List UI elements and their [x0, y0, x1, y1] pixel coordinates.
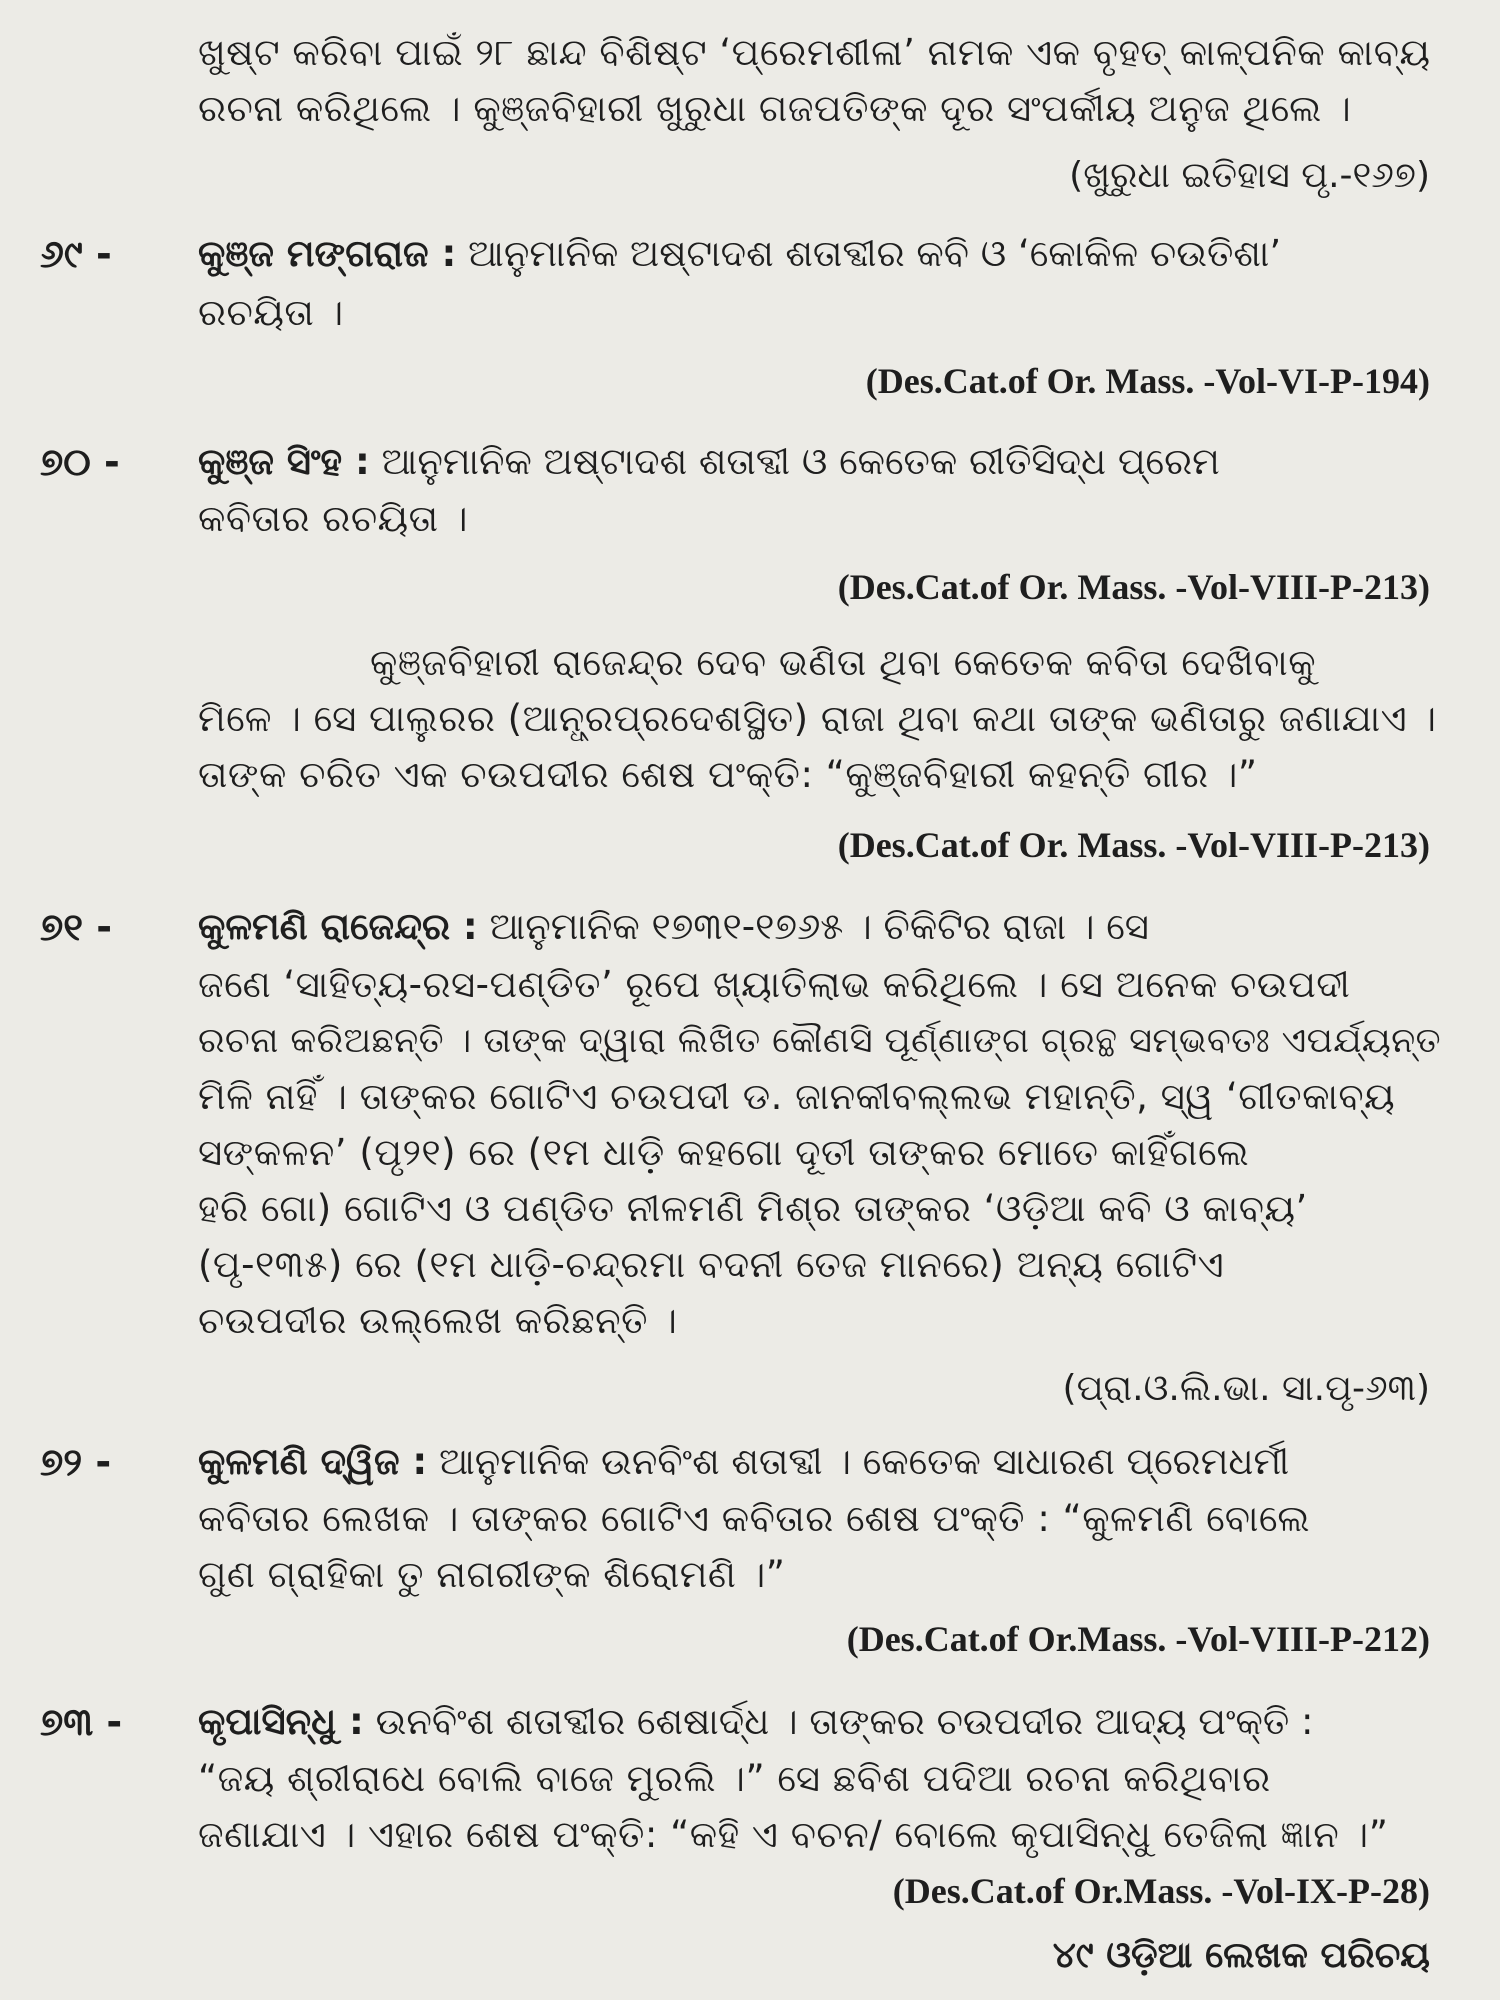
entry-text: ଆନୁମାନିକ ୧୭୩୧-୧୭୬୫ । ଚିକିଟିର ରାଜା । ସେ: [477, 905, 1149, 948]
note-line: ମିଳେ । ସେ ପାଲୁରର (ଆନ୍ଧ୍ରପ୍ରଦେଶସ୍ଥିତ) ରାଜା ଥିବା କଥା ତାଙ୍କ ଭଣିତାରୁ ଜଣାଯାଏ ।: [198, 697, 1437, 740]
note-line: କୁଞ୍ଜବିହାରୀ ରାଜେନ୍ଦ୍ର ଦେବ ଭଣିତା ଥିବା କେତେକ କବିତା ଦେଖିବାକୁ: [370, 641, 1317, 684]
intro-line: ରଚନା କରିଥିଲେ । କୁଞ୍ଜବିହାରୀ ଖୁରୁଧା ଗଜପତିଙ୍କ ଦୂର ସଂପର୍କୀୟ ଅନୁଜ ଥିଲେ ।: [198, 87, 1352, 130]
entry-line: (ପୃ-୧୩୫) ରେ (୧ମ ଧାଡ଼ି-ଚନ୍ଦ୍ରମା ବଦନୀ ତେଜ ମାନରେ) ଅନ୍ୟ ଗୋଟିଏ: [198, 1243, 1225, 1286]
entry-first-line: [198, 440, 1220, 484]
entry-first-line: [198, 1700, 1313, 1744]
citation: (Des.Cat.of Or. Mass. -Vol-VIII-P-213): [837, 567, 1430, 607]
page-footer: ୪୯ ଓଡ଼ିଆ ଲେଖକ ପରିଚୟ: [1052, 1935, 1430, 1976]
entry-line: ଜଣାଯାଏ । ଏହାର ଶେଷ ପଂକ୍ତି: “କହି ଏ ବଚନ/ ବୋଲେ କୃପାସିନ୍ଧୁ ତେଜିଲା ଜ୍ଞାନ ।”: [198, 1813, 1389, 1856]
entry-number: ୭୨ -: [40, 1440, 112, 1484]
entry-name: କୁଳମଣି ଦ୍ୱିଜ :: [198, 1440, 428, 1483]
entry-line: “ଜୟ ଶ୍ରୀରାଧେ ବୋଲି ବାଜେ ମୁରଲି ।” ସେ ଛବିଶ ପଦିଆ ରଚନା କରିଥିବାର: [198, 1757, 1271, 1800]
entry-name: କୃପାସିନ୍ଧୁ :: [198, 1700, 364, 1743]
entry-number: ୭୧ -: [40, 905, 113, 949]
entry-number: ୬୯ -: [40, 232, 112, 276]
intro-line: ଖୁଷ୍ଟ କରିବା ପାଇଁ ୨୮ ଛାନ୍ଦ ବିଶିଷ୍ଟ ‘ପ୍ରେମଶୀଳା’ ନାମକ ଏକ ବୃହତ୍ କାଳ୍ପନିକ କାବ୍ୟ: [198, 31, 1431, 74]
entry-number: ୭୦ -: [40, 440, 120, 484]
citation: (Des.Cat.of Or. Mass. -Vol-VI-P-194): [865, 361, 1430, 401]
note-line: ତାଙ୍କ ଚରିତ ଏକ ଚଉପଦୀର ଶେଷ ପଂକ୍ତି: “କୁଞ୍ଜବିହାରୀ କହନ୍ତି ଗୀର ।”: [198, 753, 1258, 796]
entry-first-line: [198, 232, 1281, 276]
citation: (Des.Cat.of Or. Mass. -Vol-VIII-P-213): [837, 825, 1430, 865]
entry-text: ଆନୁମାନିକ ଅଷ୍ଟାଦଶ ଶତାବ୍ଦୀର କବି ଓ ‘କୋକିଳ ଚଉତିଶା’: [456, 232, 1282, 275]
citation: (ଖୁରୁଧା ଇତିହାସ ପୃ.-୧୬୭): [1069, 155, 1430, 196]
citation: (ପ୍ରା.ଓ.ଲି.ଭା. ସା.ପୃ-୬୩): [1062, 1368, 1430, 1409]
entry-text: ଉନବିଂଶ ଶତାବ୍ଦୀର ଶେଷାର୍ଦ୍ଧ । ତାଙ୍କର ଚଉପଦୀର ଆଦ୍ୟ ପଂକ୍ତି :: [363, 1700, 1314, 1743]
entry-line: ସଙ୍କଳନ’ (ପୃ୨୧) ରେ (୧ମ ଧାଡ଼ି କହଗୋ ଦୂତୀ ତାଙ୍କର ମୋତେ କାହିଁଗଲେ: [198, 1131, 1250, 1174]
entry-line: ମିଳି ନାହିଁ । ତାଙ୍କର ଗୋଟିଏ ଚଉପଦୀ ଡ. ଜାନକୀବଲ୍ଲଭ ମହାନ୍ତି, ସ୍ୱ ‘ଗୀତକାବ୍ୟ: [198, 1075, 1396, 1118]
entry-name: କୁଞ୍ଜ ମଙ୍ଗରାଜ :: [198, 232, 457, 275]
entry-line: କବିତାର ଲେଖକ । ତାଙ୍କର ଗୋଟିଏ କବିତାର ଶେଷ ପଂକ୍ତି : “କୁଳମଣି ବୋଲେ: [198, 1497, 1311, 1540]
entry-name: କୁଳମଣି ରାଜେନ୍ଦ୍ର :: [198, 905, 478, 948]
citation: (Des.Cat.of Or.Mass. -Vol-IX-P-28): [892, 1871, 1430, 1911]
entry-line: ଜଣେ ‘ସାହିତ୍ୟ-ରସ-ପଣ୍ଡିତ’ ରୂପେ ଖ୍ୟାତିଲାଭ କରିଥିଲେ । ସେ ଅନେକ ଚଉପଦୀ: [198, 963, 1351, 1006]
entry-first-line: [198, 905, 1149, 949]
entry-number: ୭୩ -: [40, 1700, 123, 1744]
entry-text: ଆନୁମାନିକ ଉନବିଂଶ ଶତାବ୍ଦୀ । କେତେକ ସାଧାରଣ ପ୍ରେମଧର୍ମୀ: [427, 1440, 1290, 1483]
entry-line: ଗୁଣ ଗ୍ରାହିକା ତୁ ନାଗରୀଙ୍କ ଶିରୋମଣି ।”: [198, 1553, 786, 1596]
citation: (Des.Cat.of Or.Mass. -Vol-VIII-P-212): [846, 1619, 1430, 1659]
entry-first-line: [198, 1440, 1289, 1484]
entry-line: ରଚୟିତା ।: [198, 291, 344, 334]
entry-line: କବିତାର ରଚୟିତା ।: [198, 497, 469, 540]
entry-name: କୁଞ୍ଜ ସିଂହ :: [198, 440, 370, 483]
entry-line: ଚଉପଦୀର ଉଲ୍ଲେଖ କରିଛନ୍ତି ।: [198, 1299, 678, 1342]
entry-line: ହରି ଗୋ) ଗୋଟିଏ ଓ ପଣ୍ଡିତ ନୀଳମଣି ମିଶ୍ର ତାଙ୍କର ‘ଓଡ଼ିଆ କବି ଓ କାବ୍ୟ’: [198, 1187, 1308, 1230]
entry-text: ଆନୁମାନିକ ଅଷ୍ଟାଦଶ ଶତାବ୍ଦୀ ଓ କେତେକ ରୀତିସିଦ୍ଧ ପ୍ରେମ: [369, 440, 1220, 483]
entry-line: ରଚନା କରିଅଛନ୍ତି । ତାଙ୍କ ଦ୍ୱାରା ଲିଖିତ କୌଣସି ପୂର୍ଣ୍ଣାଙ୍ଗ ଗ୍ରନ୍ଥ ସମ୍ଭବତଃ ଏପର୍ଯ୍ୟନ୍ତ: [198, 1021, 1441, 1061]
